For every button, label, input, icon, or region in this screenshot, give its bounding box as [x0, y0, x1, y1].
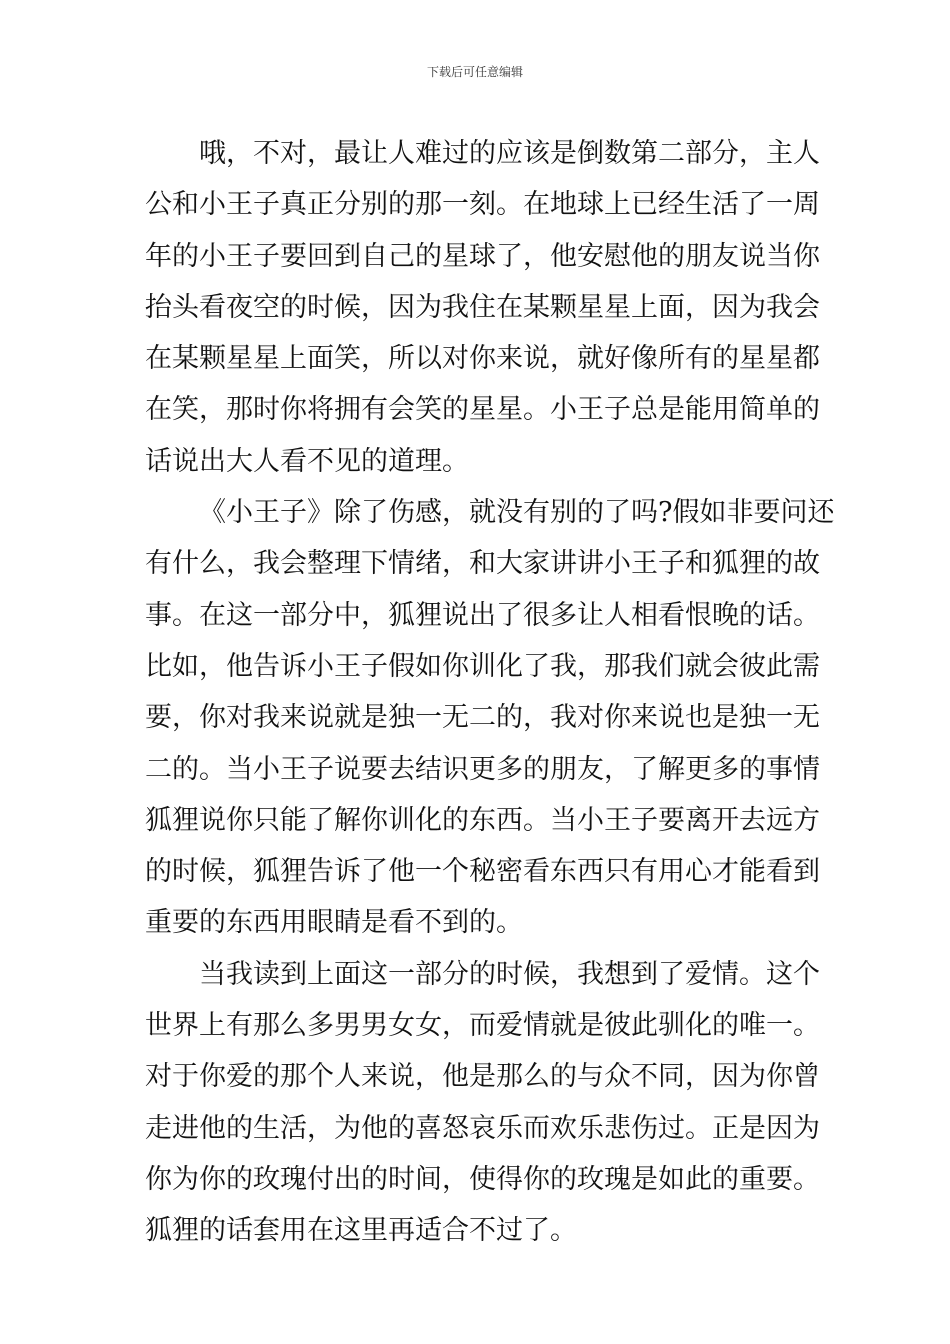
document-body	[145, 128, 835, 1257]
text-line: 当我读到上面这一部分的时候，我想到了爱情。这个	[199, 958, 820, 990]
text-line: 在某颗星星上面笑，所以对你来说，就好像所有的星星都	[145, 343, 820, 375]
text-line: 话说出大人看不见的道理。	[145, 445, 469, 477]
text-line: 要，你对我来说就是独一无二的，我对你来说也是独一无	[145, 702, 820, 734]
text-line: 的时候，狐狸告诉了他一个秘密看东西只有用心才能看到	[145, 856, 820, 888]
text-line: 你为你的玫瑰付出的时间，使得你的玫瑰是如此的重要。	[145, 1163, 820, 1195]
text-line: 对于你爱的那个人来说，他是那么的与众不同，因为你曾	[145, 1061, 820, 1093]
text-line: 比如，他告诉小王子假如你训化了我，那我们就会彼此需	[145, 650, 820, 682]
text-line: 狐狸的话套用在这里再适合不过了。	[145, 1215, 577, 1247]
text-line: 年的小王子要回到自己的星球了，他安慰他的朋友说当你	[145, 240, 820, 272]
text-line: 《小王子》除了伤感，就没有别的了吗?假如非要问还	[199, 497, 835, 529]
text-line: 哦，不对，最让人难过的应该是倒数第二部分，主人	[199, 138, 820, 169]
paragraph-2	[145, 487, 835, 949]
text-line: 公和小王子真正分别的那一刻。在地球上已经生活了一周	[145, 189, 820, 221]
text-line: 事。在这一部分中，狐狸说出了很多让人相看恨晚的话。	[145, 599, 820, 631]
text-line: 在笑，那时你将拥有会笑的星星。小王子总是能用简单的	[145, 394, 820, 426]
paragraph-1	[145, 128, 820, 487]
page-header: 下载后可任意编辑	[426, 65, 523, 79]
text-line: 二的。当小王子说要去结识更多的朋友，了解更多的事情	[145, 753, 820, 785]
paragraph-3	[145, 949, 820, 1257]
text-line: 抬头看夜空的时候，因为我住在某颗星星上面，因为我会	[145, 291, 820, 323]
text-line: 走进他的生活，为他的喜怒哀乐而欢乐悲伤过。正是因为	[145, 1112, 820, 1144]
text-line: 世界上有那么多男男女女，而爱情就是彼此驯化的唯一。	[145, 1010, 820, 1042]
text-line: 狐狸说你只能了解你训化的东西。当小王子要离开去远方	[145, 804, 820, 836]
text-line: 重要的东西用眼睛是看不到的。	[145, 907, 523, 939]
text-line: 有什么，我会整理下情绪，和大家讲讲小王子和狐狸的故	[145, 548, 820, 580]
